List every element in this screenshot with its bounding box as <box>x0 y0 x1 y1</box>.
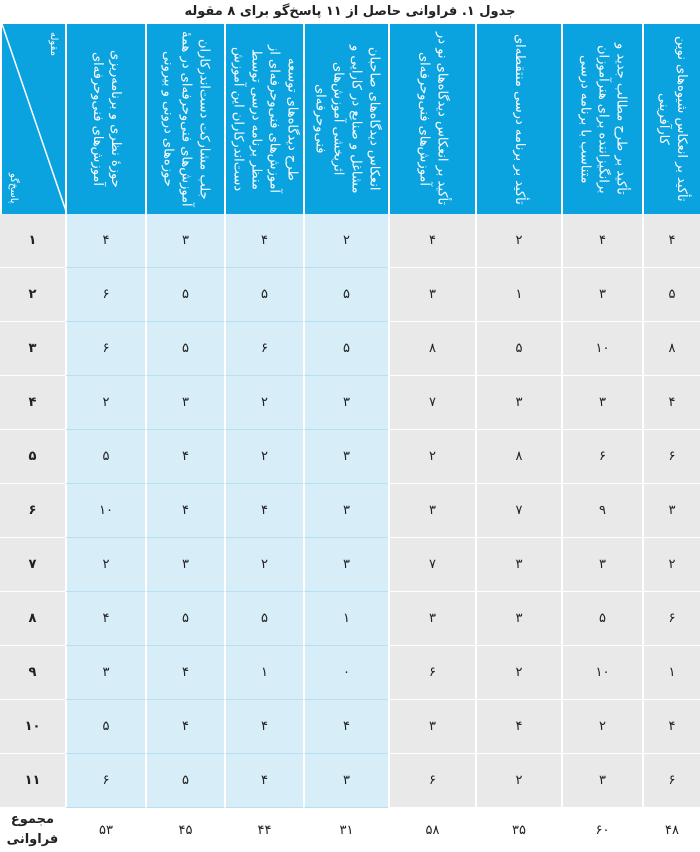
table-cell: ۲ <box>224 430 303 484</box>
table-cell: ۱۰ <box>65 484 145 538</box>
table-cell: ۳ <box>303 376 388 430</box>
column-header-label: انعکاس دیدگاه‌های صاحبان مشاغل و صنایع در کارایی و اثربخشی آموزش‌های فنی‌وحرفه‌ای <box>312 44 382 194</box>
column-header <box>561 24 642 214</box>
row-label: ۳ <box>0 322 65 376</box>
table-cell: ۷ <box>388 376 475 430</box>
column-header <box>145 24 224 214</box>
table-cell: ۴ <box>388 214 475 268</box>
table-cell: ۳ <box>388 700 475 754</box>
table-cell: ۵ <box>145 754 224 808</box>
table-cell: ۶ <box>642 592 700 646</box>
table-cell: ۴ <box>145 484 224 538</box>
table-cell: ۵ <box>65 700 145 754</box>
table-cell: ۱ <box>475 268 561 322</box>
row-label: ۹ <box>0 646 65 700</box>
table-cell: ۳ <box>642 484 700 538</box>
table-cell: ۴ <box>561 214 642 268</box>
table-cell: ۶ <box>65 268 145 322</box>
corner-header <box>0 24 65 214</box>
table-cell: ۶ <box>561 430 642 484</box>
table-cell: ۳ <box>561 376 642 430</box>
table-cell: ۳ <box>475 538 561 592</box>
column-header <box>475 24 561 214</box>
table-cell: ۲ <box>65 376 145 430</box>
table-cell: ۶ <box>65 754 145 808</box>
table-cell: ۳ <box>561 268 642 322</box>
column-header <box>303 24 388 214</box>
row-label: ۱۱ <box>0 754 65 808</box>
column-header-label: تأکید بر انعکاس دیدگاه‌های نو در آموزش‌های فنی‌وحرفه‌ای <box>416 32 450 206</box>
row-label: ۴ <box>0 376 65 430</box>
table-cell: ۲ <box>388 430 475 484</box>
table-cell: ۷ <box>388 538 475 592</box>
table-cell: ۵ <box>303 322 388 376</box>
table-cell: ۷ <box>475 484 561 538</box>
table-cell: ۳ <box>475 592 561 646</box>
column-header-label: تأکید بر انعکاس شیوه‌های نوین کارآفرینی <box>656 36 689 202</box>
table-cell: ۵ <box>475 322 561 376</box>
table-cell: ۳ <box>561 754 642 808</box>
row-label: ۲ <box>0 268 65 322</box>
column-header-label: تأکید بر برنامه درسی منتقطه‌ای <box>512 33 527 205</box>
table-cell: ۳ <box>303 538 388 592</box>
column-header <box>65 24 145 214</box>
row-label: ۱ <box>0 214 65 268</box>
table-cell: ۲ <box>475 214 561 268</box>
table-cell: ۴ <box>642 700 700 754</box>
column-header-label: طرح دیدگاه‌های توسعه آموزش‌های فنی‌وحرفه‌ای از منظر برنامه درسی توسط دست‌اندرکاران این آموزش <box>230 44 300 193</box>
table-cell: ۱ <box>642 646 700 700</box>
table-cell: ۶ <box>388 646 475 700</box>
table-cell: ۴ <box>65 214 145 268</box>
table-cell: ۲ <box>642 538 700 592</box>
table-cell: ۵ <box>224 592 303 646</box>
column-header <box>224 24 303 214</box>
table-cell: ۱۰ <box>561 646 642 700</box>
table-cell: ۵ <box>561 592 642 646</box>
row-label: ۱۰ <box>0 700 65 754</box>
category-axis-label: مقوله <box>48 32 59 56</box>
total-cell: ۵۸ <box>388 808 475 852</box>
total-cell: ۴۸ <box>642 808 700 852</box>
table-cell: ۴ <box>642 376 700 430</box>
total-cell: ۶۰ <box>561 808 642 852</box>
column-header <box>642 24 700 214</box>
table-cell: ۳ <box>388 484 475 538</box>
table-cell: ۶ <box>65 322 145 376</box>
frequency-table <box>0 24 700 852</box>
table-cell: ۳ <box>475 376 561 430</box>
column-header-label: تأکید بر طرح مطالب جدید و برانگیزاننده برای هنرآموزان متناسب با برنامه درسی <box>577 43 629 195</box>
table-cell: ۵ <box>303 268 388 322</box>
table-cell: ۵ <box>65 430 145 484</box>
table-cell: ۴ <box>145 700 224 754</box>
table-cell: ۴ <box>642 214 700 268</box>
table-cell: ۹ <box>561 484 642 538</box>
table-cell: ۸ <box>475 430 561 484</box>
table-cell: ۱۰ <box>561 322 642 376</box>
table-cell: ۶ <box>388 754 475 808</box>
table-cell: ۵ <box>145 592 224 646</box>
row-label: ۷ <box>0 538 65 592</box>
table-cell: ۳ <box>145 538 224 592</box>
column-header-label: جلب مشارکت دست‌اندرکاران آموزش‌های فنی‌وحرفه‌ای در همهٔ حوزه‌های درونی و بیرونی <box>160 31 212 207</box>
totals-label: مجموع فراوانی <box>0 808 65 852</box>
column-header <box>388 24 475 214</box>
respondent-axis-label: پاسخ‌گو <box>8 173 19 204</box>
table-cell: ۲ <box>561 700 642 754</box>
table-cell: ۳ <box>303 484 388 538</box>
table-cell: ۳ <box>303 430 388 484</box>
total-cell: ۳۱ <box>303 808 388 852</box>
table-cell: ۳ <box>388 268 475 322</box>
table-cell: ۶ <box>224 322 303 376</box>
table-cell: ۴ <box>145 646 224 700</box>
table-cell: ۶ <box>642 430 700 484</box>
row-label: ۶ <box>0 484 65 538</box>
table-cell: ۳ <box>65 646 145 700</box>
total-cell: ۴۴ <box>224 808 303 852</box>
table-cell: ۱ <box>224 646 303 700</box>
table-cell: ۸ <box>642 322 700 376</box>
table-cell: ۳ <box>145 214 224 268</box>
table-cell: ۳ <box>561 538 642 592</box>
table-cell: ۴ <box>145 430 224 484</box>
table-cell: ۴ <box>65 592 145 646</box>
row-label: ۸ <box>0 592 65 646</box>
table-cell: ۵ <box>145 322 224 376</box>
table-cell: ۵ <box>642 268 700 322</box>
table-cell: ۲ <box>224 376 303 430</box>
total-cell: ۴۵ <box>145 808 224 852</box>
table-cell: ۰ <box>303 646 388 700</box>
table-cell: ۳ <box>145 376 224 430</box>
table-cell: ۲ <box>65 538 145 592</box>
table-cell: ۸ <box>388 322 475 376</box>
table-cell: ۶ <box>642 754 700 808</box>
table-cell: ۵ <box>145 268 224 322</box>
total-cell: ۵۳ <box>65 808 145 852</box>
table-cell: ۴ <box>224 700 303 754</box>
table-cell: ۲ <box>475 646 561 700</box>
table-cell: ۱ <box>303 592 388 646</box>
row-label: ۵ <box>0 430 65 484</box>
table-cell: ۲ <box>303 214 388 268</box>
table-cell: ۳ <box>388 592 475 646</box>
table-cell: ۳ <box>303 754 388 808</box>
table-cell: ۴ <box>224 754 303 808</box>
table-cell: ۲ <box>475 754 561 808</box>
table-cell: ۴ <box>303 700 388 754</box>
table-title: جدول ۱. فراوانی حاصل از ۱۱ پاسخ‌گو برای ۸ مقوله <box>184 4 516 19</box>
table-cell: ۴ <box>224 484 303 538</box>
table-cell: ۴ <box>224 214 303 268</box>
total-cell: ۳۵ <box>475 808 561 852</box>
table-cell: ۴ <box>475 700 561 754</box>
table-cell: ۵ <box>224 268 303 322</box>
table-cell: ۲ <box>224 538 303 592</box>
column-header-label: حوزهٔ نظری و برنامه‌ریزی آموزش‌های فنی‌وحرفه‌ای <box>90 50 123 188</box>
